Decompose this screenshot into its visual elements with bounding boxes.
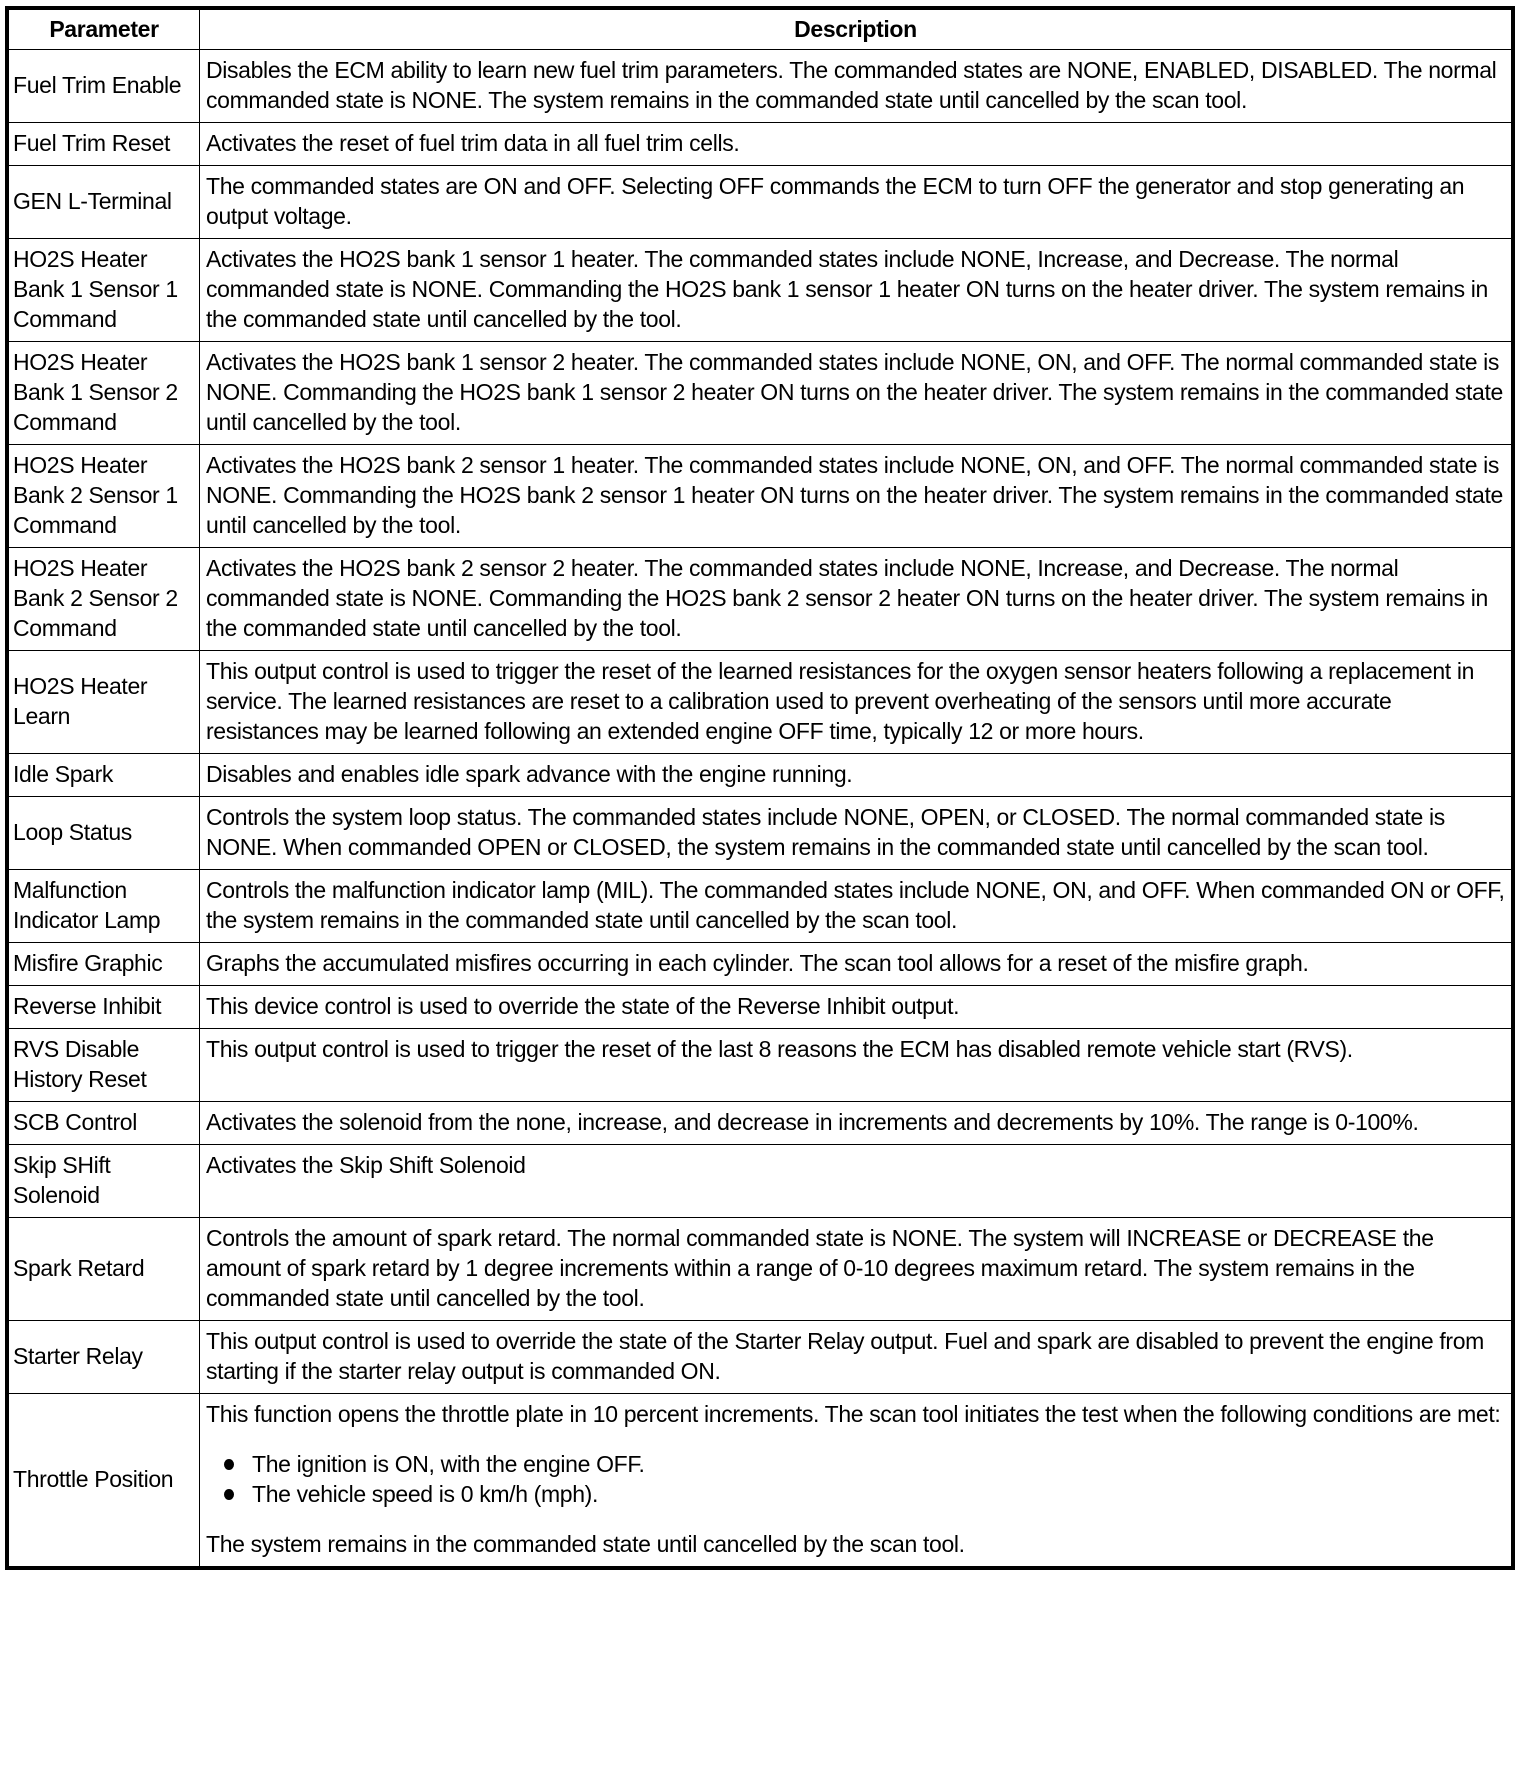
table-row bbox=[7, 797, 1513, 870]
description-cell bbox=[200, 1394, 1514, 1569]
conditions-list bbox=[206, 1449, 1506, 1509]
description-cell: The commanded states are ON and OFF. Selecting OFF commands the ECM to turn OFF the generator and stop generating an output voltage. bbox=[200, 166, 1514, 239]
condition-item: The vehicle speed is 0 km/h (mph). bbox=[252, 1479, 1506, 1509]
parameter-cell: HO2S Heater Bank 2 Sensor 2 Command bbox=[7, 548, 200, 651]
table-row bbox=[7, 1218, 1513, 1321]
parameter-cell: Loop Status bbox=[7, 797, 200, 870]
description-cell: Activates the Skip Shift Solenoid bbox=[200, 1145, 1514, 1218]
parameter-cell: Throttle Position bbox=[7, 1394, 200, 1569]
header-description: Description bbox=[200, 8, 1514, 50]
description-cell: Activates the solenoid from the none, increase, and decrease in increments and decrements by 10%. The range is 0-100%. bbox=[200, 1102, 1514, 1145]
header-parameter: Parameter bbox=[7, 8, 200, 50]
parameter-cell: Skip SHift Solenoid bbox=[7, 1145, 200, 1218]
table-row bbox=[7, 754, 1513, 797]
table-row bbox=[7, 1145, 1513, 1218]
parameter-cell: HO2S Heater Bank 2 Sensor 1 Command bbox=[7, 445, 200, 548]
parameter-cell: GEN L-Terminal bbox=[7, 166, 200, 239]
parameter-cell: RVS Disable History Reset bbox=[7, 1029, 200, 1102]
parameter-cell: Misfire Graphic bbox=[7, 943, 200, 986]
description-cell: This output control is used to trigger the reset of the last 8 reasons the ECM has disabled remote vehicle start (RVS). bbox=[200, 1029, 1514, 1102]
description-cell: Disables the ECM ability to learn new fuel trim parameters. The commanded states are NONE, ENABLED, DISABLED. The normal commanded state is NONE. The system remains in the commanded state until cancelled by the scan tool. bbox=[200, 50, 1514, 123]
parameter-cell: Idle Spark bbox=[7, 754, 200, 797]
table-row bbox=[7, 1029, 1513, 1102]
description-cell: Activates the HO2S bank 2 sensor 2 heater. The commanded states include NONE, Increase, and Decrease. The normal commanded state is NONE. Commanding the HO2S bank 2 sensor 2 heater ON turns on the heater driver. The system remains in the commanded state until cancelled by the tool. bbox=[200, 548, 1514, 651]
condition-item: The ignition is ON, with the engine OFF. bbox=[252, 1449, 1506, 1479]
parameter-cell: Fuel Trim Enable bbox=[7, 50, 200, 123]
description-cell: Activates the HO2S bank 1 sensor 1 heater. The commanded states include NONE, Increase, and Decrease. The normal commanded state is NONE. Commanding the HO2S bank 1 sensor 1 heater ON turns on the heater driver. The system remains in the commanded state until cancelled by the tool. bbox=[200, 239, 1514, 342]
parameter-cell: Reverse Inhibit bbox=[7, 986, 200, 1029]
table-row-throttle-position bbox=[7, 1394, 1513, 1569]
description-cell: This output control is used to trigger the reset of the learned resistances for the oxygen sensor heaters following a replacement in service. The learned resistances are reset to a calibration used to prevent overheating of the sensors until more accurate resistances may be learned following an extended engine OFF time, typically 12 or more hours. bbox=[200, 651, 1514, 754]
description-intro: This function opens the throttle plate in 10 percent increments. The scan tool initiates the test when the following conditions are met: bbox=[206, 1401, 1501, 1427]
parameter-cell: Malfunction Indicator Lamp bbox=[7, 870, 200, 943]
table-row bbox=[7, 123, 1513, 166]
parameter-cell: HO2S Heater Bank 1 Sensor 1 Command bbox=[7, 239, 200, 342]
parameter-cell: SCB Control bbox=[7, 1102, 200, 1145]
table-row bbox=[7, 548, 1513, 651]
description-cell: Controls the malfunction indicator lamp (MIL). The commanded states include NONE, ON, and OFF. When commanded ON or OFF, the system remains in the commanded state until cancelled by the scan tool. bbox=[200, 870, 1514, 943]
description-cell: Controls the system loop status. The commanded states include NONE, OPEN, or CLOSED. The normal commanded state is NONE. When commanded OPEN or CLOSED, the system remains in the commanded state until cancelled by the scan tool. bbox=[200, 797, 1514, 870]
table-row bbox=[7, 1321, 1513, 1394]
table-row bbox=[7, 445, 1513, 548]
table-row bbox=[7, 342, 1513, 445]
header-row bbox=[7, 8, 1513, 50]
parameter-cell: HO2S Heater Learn bbox=[7, 651, 200, 754]
description-cell: Disables and enables idle spark advance with the engine running. bbox=[200, 754, 1514, 797]
description-cell: This output control is used to override the state of the Starter Relay output. Fuel and spark are disabled to prevent the engine from starting if the starter relay output is commanded ON. bbox=[200, 1321, 1514, 1394]
parameter-cell: Fuel Trim Reset bbox=[7, 123, 200, 166]
description-cell: Activates the reset of fuel trim data in all fuel trim cells. bbox=[200, 123, 1514, 166]
table-row bbox=[7, 870, 1513, 943]
table-row bbox=[7, 239, 1513, 342]
table-row bbox=[7, 1102, 1513, 1145]
table-row bbox=[7, 651, 1513, 754]
parameter-cell: Starter Relay bbox=[7, 1321, 200, 1394]
description-outro: The system remains in the commanded state until cancelled by the scan tool. bbox=[206, 1531, 965, 1557]
parameter-cell: Spark Retard bbox=[7, 1218, 200, 1321]
table-row bbox=[7, 943, 1513, 986]
description-cell: Controls the amount of spark retard. The normal commanded state is NONE. The system will INCREASE or DECREASE the amount of spark retard by 1 degree increments within a range of 0-10 degrees maximum retard. The system remains in the commanded state until cancelled by the tool. bbox=[200, 1218, 1514, 1321]
table-row bbox=[7, 166, 1513, 239]
description-cell: Activates the HO2S bank 2 sensor 1 heater. The commanded states include NONE, ON, and OFF. The normal commanded state is NONE. Commanding the HO2S bank 2 sensor 1 heater ON turns on the heater driver. The system remains in the commanded state until cancelled by the tool. bbox=[200, 445, 1514, 548]
parameter-cell: HO2S Heater Bank 1 Sensor 2 Command bbox=[7, 342, 200, 445]
description-cell: Graphs the accumulated misfires occurring in each cylinder. The scan tool allows for a reset of the misfire graph. bbox=[200, 943, 1514, 986]
parameter-table bbox=[5, 6, 1515, 1570]
description-cell: Activates the HO2S bank 1 sensor 2 heater. The commanded states include NONE, ON, and OFF. The normal commanded state is NONE. Commanding the HO2S bank 1 sensor 2 heater ON turns on the heater driver. The system remains in the commanded state until cancelled by the tool. bbox=[200, 342, 1514, 445]
table-row bbox=[7, 986, 1513, 1029]
description-cell: This device control is used to override the state of the Reverse Inhibit output. bbox=[200, 986, 1514, 1029]
table-row bbox=[7, 50, 1513, 123]
